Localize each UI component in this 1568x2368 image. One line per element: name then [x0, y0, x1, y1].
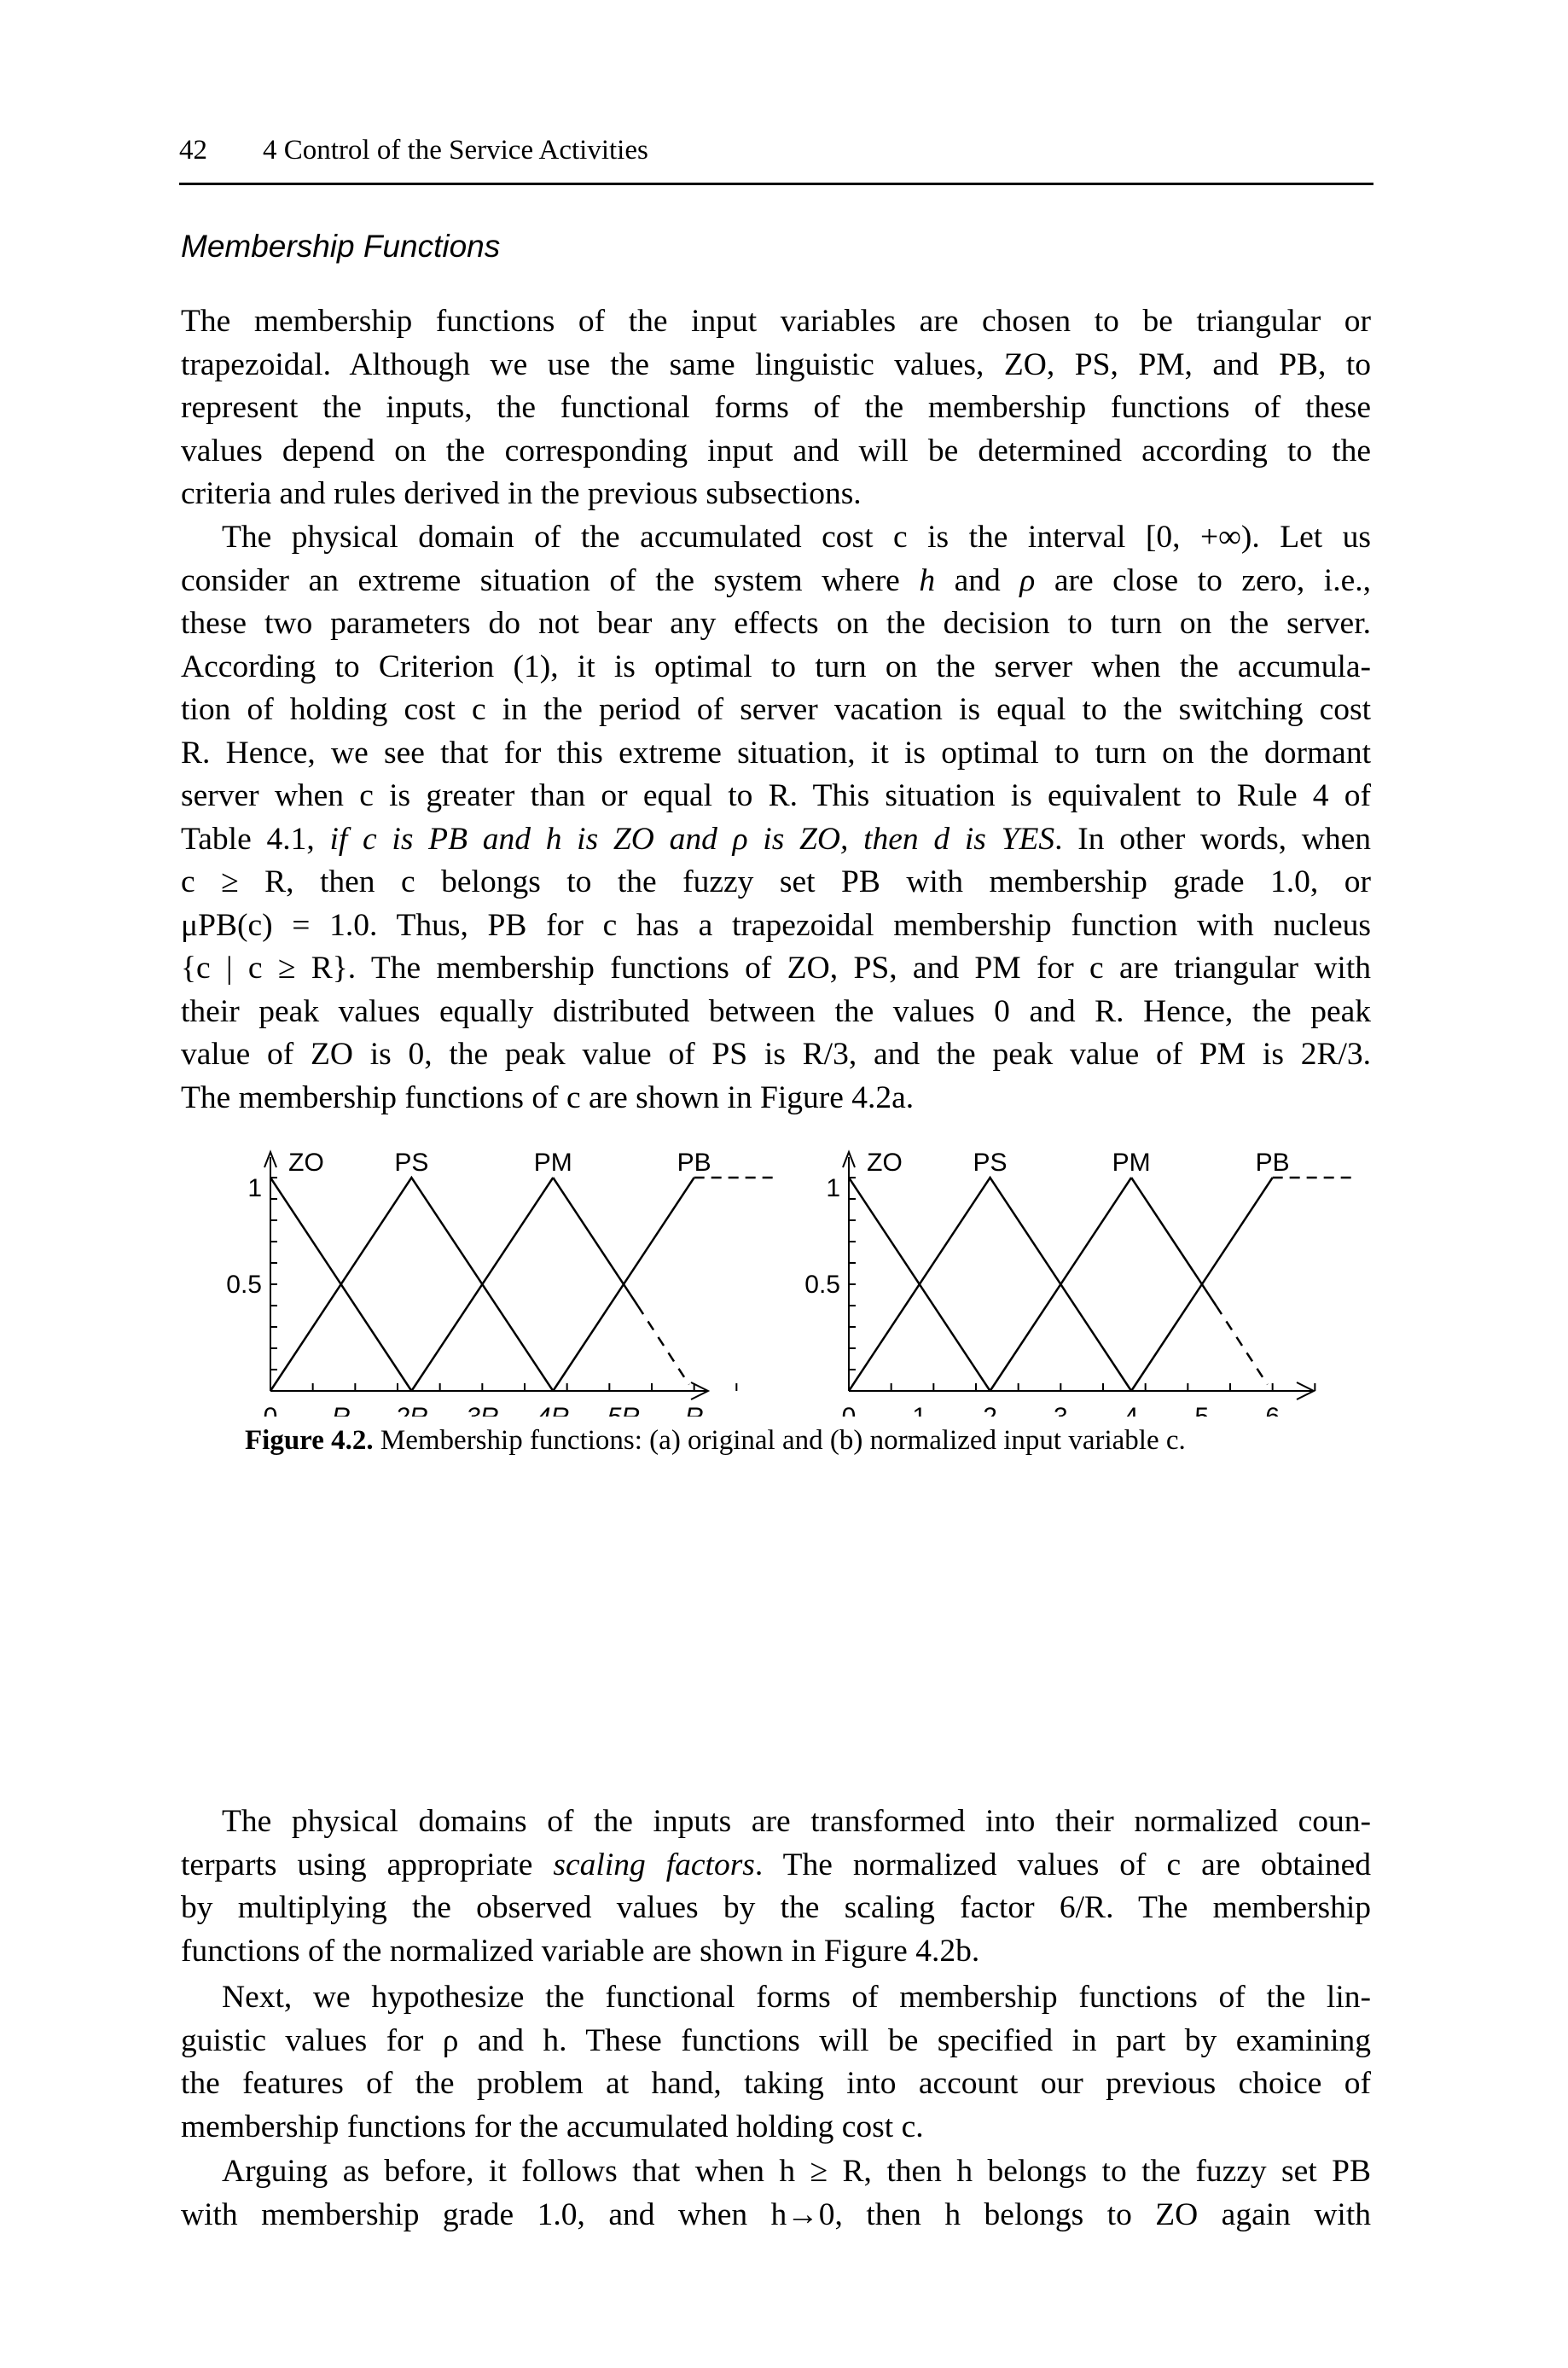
text-line: Next, we hypothesize the functional forms of membership functions of the lin- — [222, 1980, 1371, 2015]
text-line: value of ZO is 0, the peak value of PS is R/3, and the peak value of PM is 2R/3. — [181, 1037, 1371, 1072]
symbol-rho: ρ — [1019, 562, 1036, 598]
paragraph-3 — [181, 1801, 1371, 1973]
text-line: by multiplying the observed values by the scaling factor 6/R. The membership — [181, 1890, 1371, 1925]
x-tick-label — [912, 1403, 926, 1417]
x-tick-label — [1265, 1403, 1280, 1417]
series-label-PB: PB — [677, 1149, 711, 1177]
x-tick-label — [1195, 1403, 1210, 1417]
text-line: tion of holding cost c in the period of server vacation is equal to the switching cost — [181, 692, 1371, 727]
series-label-PS: PS — [394, 1149, 429, 1177]
series-label-PM: PM — [1112, 1149, 1151, 1177]
series-label-ZO: ZO — [288, 1149, 324, 1177]
x-tick-label — [842, 1403, 857, 1417]
x-tick-label — [983, 1403, 997, 1417]
text-line — [181, 560, 1371, 603]
series-line-PS — [270, 1178, 553, 1391]
text-run: . The normalized values of c are obtained — [754, 1847, 1372, 1882]
text-line: functions of the normalized variable are shown in Figure 4.2b. — [181, 1933, 980, 1969]
series-line-PM-fall — [1131, 1178, 1216, 1306]
series-label-PM: PM — [533, 1149, 572, 1177]
x-tick-label — [264, 1403, 278, 1417]
scaling-factors-term: scaling factors — [553, 1847, 755, 1882]
text-run: Table 4.1, — [181, 821, 330, 857]
text-line: The membership functions of the input variables are chosen to be triangular or — [181, 304, 1371, 339]
y-tick-label: 0.5 — [804, 1271, 840, 1299]
text-line: server when c is greater than or equal to R. This situation is equivalent to Rule 4 of — [181, 778, 1371, 813]
series-line-PM-fall — [553, 1178, 637, 1306]
text-run: . In other words, when — [1054, 821, 1371, 857]
figure-4-2 — [0, 1135, 1568, 1536]
series-line-PM-dashed — [638, 1306, 689, 1385]
text-line: The physical domain of the accumulated cost c is the interval [0, +∞). Let us — [222, 520, 1371, 555]
text-line: Arguing as before, it follows that when h ≥ R, then h belongs to the fuzzy set PB — [222, 2154, 1371, 2189]
x-tick-label — [1054, 1403, 1068, 1417]
x-tick-label — [685, 1403, 704, 1417]
series-label-PB: PB — [1255, 1149, 1290, 1177]
symbol-h: h — [919, 562, 936, 598]
text-line: the features of the problem at hand, taking into account our previous choice of — [181, 2066, 1371, 2101]
text-line — [181, 818, 1371, 862]
series-label-PS: PS — [973, 1149, 1008, 1177]
x-tick-label — [466, 1403, 498, 1417]
paragraph-5 — [181, 2150, 1371, 2237]
text-line: {c | c ≥ R}. The membership functions of ZO, PS, and PM for c are triangular with — [181, 951, 1371, 986]
text-line: criteria and rules derived in the previous subsections. — [181, 476, 862, 511]
text-line: trapezoidal. Although we use the same linguistic values, ZO, PS, PM, and PB, to — [181, 346, 1371, 382]
text-line — [181, 1844, 1371, 1888]
series-line-PS — [849, 1178, 1131, 1391]
text-line: The membership functions of c are shown in Figure 4.2a. — [181, 1079, 915, 1115]
text-run: consider an extreme situation of the system where — [181, 562, 920, 598]
x-tick-label — [1124, 1403, 1139, 1417]
series-line-PM-dashed — [1216, 1306, 1267, 1385]
x-tick-label — [332, 1403, 351, 1417]
paragraph-2 — [181, 516, 1371, 1120]
text-line: represent the inputs, the functional forms of the membership functions of these — [181, 390, 1371, 425]
figure-4-2-chart — [0, 1135, 1568, 1417]
running-header — [179, 135, 1373, 185]
rule-4-statement: if c is PB and h is ZO and ρ is ZO, then d is YES — [329, 821, 1055, 857]
x-tick-label — [537, 1403, 569, 1417]
section-heading: Membership Functions — [181, 229, 501, 264]
text-run: are close to zero, i.e., — [1035, 562, 1371, 598]
text-run: terparts using appropriate — [181, 1847, 554, 1882]
page-number: 42 — [179, 135, 207, 166]
series-label-ZO: ZO — [867, 1149, 903, 1177]
figure-caption — [245, 1425, 1186, 1457]
paragraph-4 — [181, 1976, 1371, 2149]
paragraph-1 — [181, 300, 1371, 516]
caption-label: Figure 4.2. — [245, 1425, 374, 1456]
y-tick-label: 0.5 — [226, 1271, 262, 1299]
text-line: these two parameters do not bear any effects on the decision to turn on the server. — [181, 606, 1371, 641]
text-line: values depend on the corresponding input and will be determined according to the — [181, 433, 1371, 468]
caption-text: Membership functions: (a) original and (b) normalized input variable c. — [373, 1425, 1186, 1456]
y-tick-label: 1 — [826, 1174, 840, 1202]
text-line: R. Hence, we see that for this extreme situation, it is optimal to turn on the dormant — [181, 735, 1371, 771]
text-line: their peak values equally distributed between the values 0 and R. Hence, the peak — [181, 993, 1371, 1029]
text-line: According to Criterion (1), it is optimal to turn on the server when the accumula- — [181, 649, 1371, 684]
text-run: and — [935, 562, 1020, 598]
y-tick-label: 1 — [247, 1174, 262, 1202]
text-line: c ≥ R, then c belongs to the fuzzy set PB with membership grade 1.0, or — [181, 864, 1371, 899]
x-tick-label — [607, 1403, 640, 1417]
text-line: with membership grade 1.0, and when h→0, then h belongs to ZO again with — [181, 2196, 1371, 2232]
text-line: guistic values for ρ and h. These functions will be specified in part by examining — [181, 2022, 1371, 2058]
running-title: 4 Control of the Service Activities — [263, 135, 648, 166]
x-tick-label — [394, 1403, 427, 1417]
text-line: μPB(c) = 1.0. Thus, PB for c has a trapezoidal membership function with nucleus — [181, 907, 1371, 943]
text-line: The physical domains of the inputs are transformed into their normalized coun- — [222, 1804, 1371, 1839]
text-line: membership functions for the accumulated holding cost c. — [181, 2109, 924, 2144]
